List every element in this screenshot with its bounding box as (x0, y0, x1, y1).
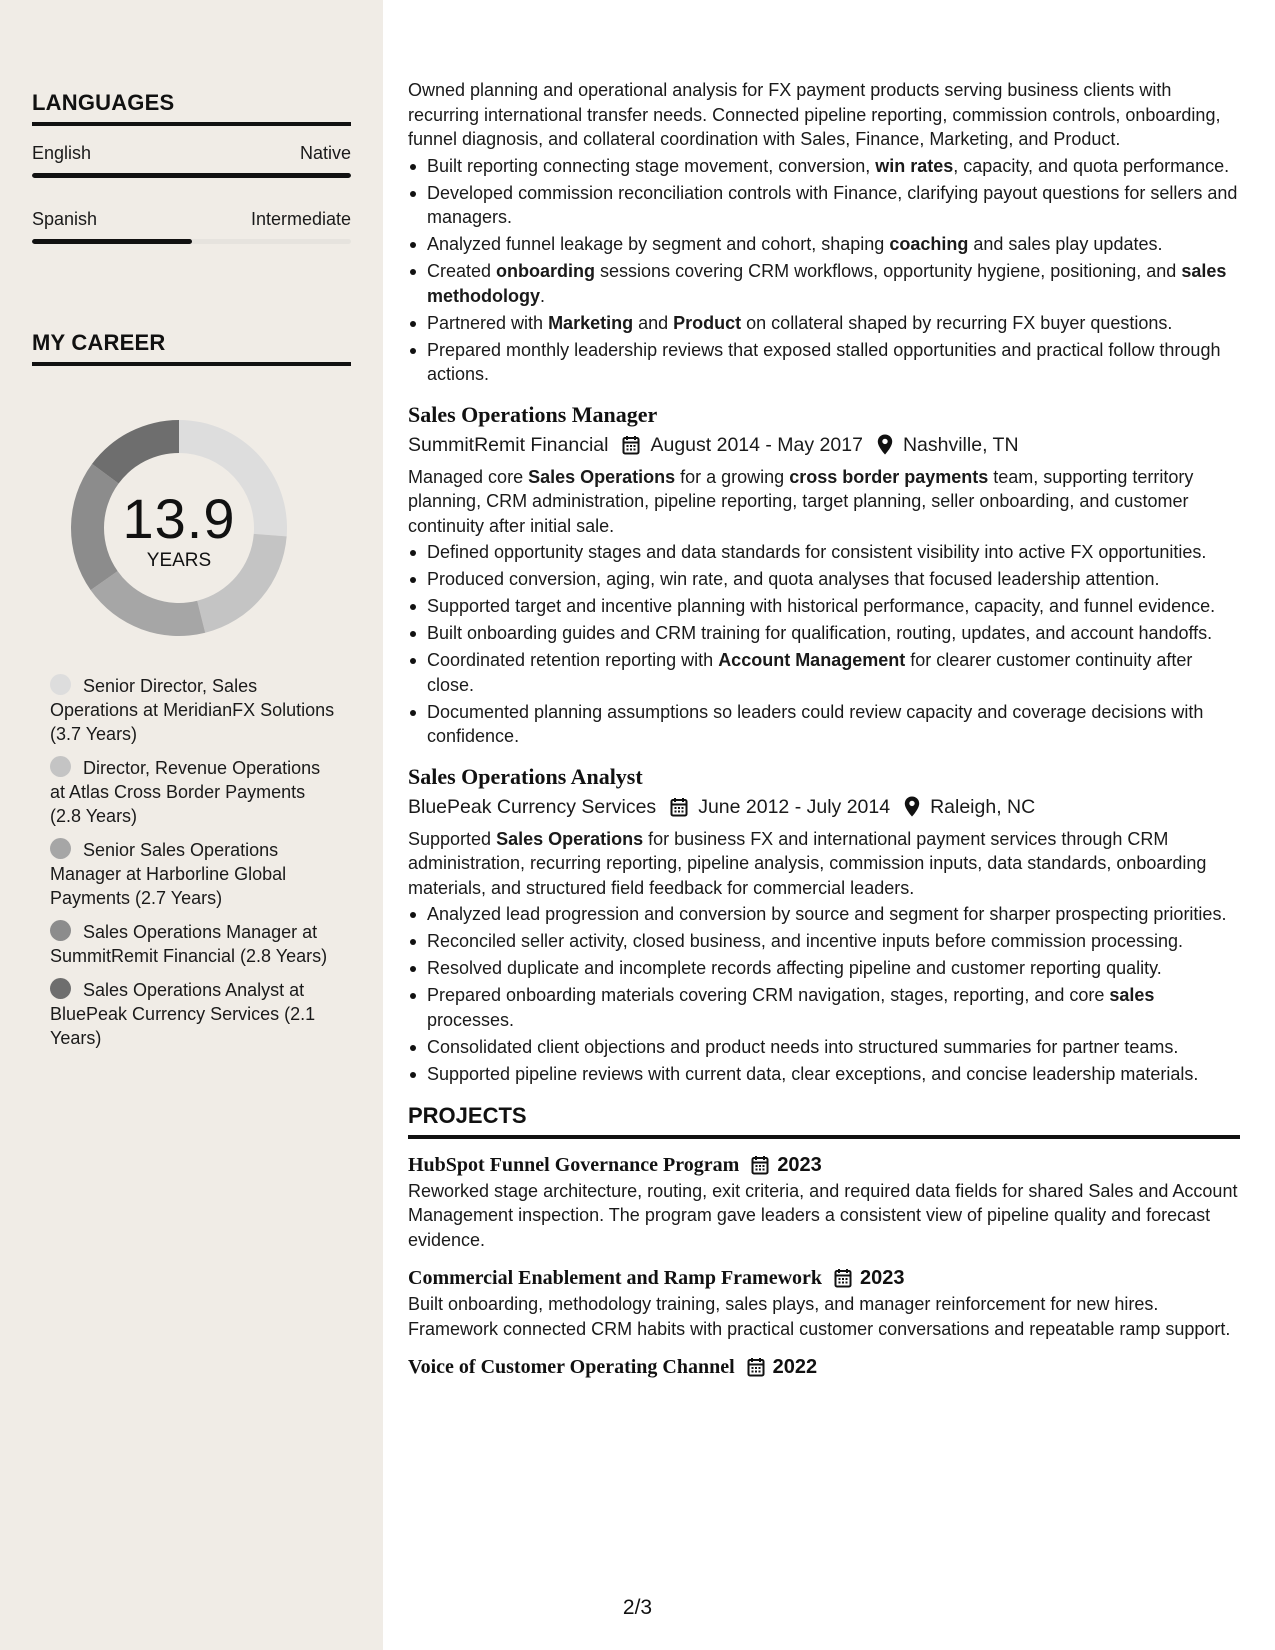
legend-text: Director, Revenue Operations at Atlas Cross Border Payments (2.8 Years) (50, 758, 321, 826)
project-title-row (408, 1151, 1240, 1179)
language-level: Native (299, 143, 351, 163)
projects-heading: PROJECTS (408, 1104, 1240, 1139)
language-proficiency-fill (32, 239, 192, 244)
job-summary: Owned planning and operational analysis for FX payment products serving business clients with recurring international transfer needs. Connected pipeline reporting, commission controls, onboarding, funnel diagnosis, and collateral coordination with Sales, Finance, Marketing, and Product. (408, 80, 1221, 149)
job-location: Nashville, TN (902, 433, 1019, 456)
calendar-icon (834, 1268, 852, 1288)
language-name: English (32, 143, 92, 163)
bullet-item: Produced conversion, aging, win rate, and quota analyses that focused leadership attention. (408, 567, 1240, 592)
project-entry (408, 1151, 1240, 1253)
job-company: SummitRemit Financial (408, 433, 609, 456)
language-item-english (32, 143, 351, 178)
career-donut-chart (65, 414, 293, 642)
job-dates: June 2012 - July 2014 (698, 795, 891, 818)
job-bullets (408, 540, 1240, 749)
career-legend-item (50, 978, 340, 1050)
project-title-row (408, 1264, 1240, 1292)
map-pin-icon (904, 796, 920, 817)
career-legend (50, 674, 340, 1060)
page-number: 2/3 (622, 1596, 653, 1619)
calendar-icon (622, 435, 640, 455)
project-title: Commercial Enablement and Ramp Framework (408, 1267, 823, 1289)
bullet-item: Reconciled seller activity, closed business, and incentive inputs before commission processing. (408, 929, 1240, 954)
job-meta (408, 431, 1240, 459)
bullet-item: Supported target and incentive planning with historical performance, capacity, and funnel evidence. (408, 594, 1240, 619)
project-title: HubSpot Funnel Governance Program (408, 1153, 740, 1176)
project-description: Reworked stage architecture, routing, exit criteria, and required data fields for shared Sales and Account Management inspection. The program gave leaders a consistent view of pipeline quality and forecast evidence. (408, 1180, 1238, 1250)
calendar-icon (670, 797, 688, 817)
career-legend-item (50, 838, 340, 910)
project-description: Built onboarding, methodology training, sales plays, and manager reinforcement for new hires. Framework connected CRM habits with practical customer conversations and repeatable ramp support. (408, 1294, 1231, 1339)
project-entry (408, 1353, 1240, 1381)
previous-job-continued (408, 78, 1240, 387)
calendar-icon (747, 1357, 765, 1377)
language-proficiency-bar (32, 173, 351, 178)
legend-dot (50, 978, 71, 999)
map-pin-icon (877, 434, 893, 455)
legend-text: Sales Operations Manager at SummitRemit Financial (2.8 Years) (50, 922, 328, 966)
bullet-item: Defined opportunity stages and data standards for consistent visibility into active FX opportunities. (408, 540, 1240, 565)
main-content (408, 78, 1240, 1381)
legend-text: Senior Sales Operations Manager at Harborline Global Payments (2.7 Years) (50, 840, 287, 908)
project-entry (408, 1264, 1240, 1341)
career-legend-item (50, 674, 340, 746)
calendar-icon (751, 1155, 769, 1175)
career-section (32, 330, 351, 366)
languages-heading: LANGUAGES (32, 90, 351, 126)
job-bullets (408, 154, 1240, 387)
job-dates: August 2014 - May 2017 (650, 433, 863, 456)
sidebar (0, 0, 383, 1650)
project-year: 2023 (860, 1267, 905, 1289)
language-level: Intermediate (250, 209, 351, 229)
legend-dot (50, 920, 71, 941)
bullet-item: Coordinated retention reporting with Account Management for clearer customer continuity after close. (408, 648, 1240, 697)
legend-dot (50, 674, 71, 695)
bullet-item: Prepared onboarding materials covering CRM navigation, stages, reporting, and core sales processes. (408, 983, 1240, 1032)
project-title-row (408, 1353, 1240, 1381)
job-summary: Supported Sales Operations for business FX and international payment services through CRM administration, recurring reporting, pipeline analysis, commission inputs, data standards, onboarding materials, and structured field feedback for commercial leaders. (408, 828, 1207, 898)
language-item-spanish (32, 209, 351, 244)
legend-text: Senior Director, Sales Operations at MeridianFX Solutions (3.7 Years) (50, 676, 335, 744)
job-title: Sales Operations Manager (408, 401, 658, 427)
bullet-item: Analyzed lead progression and conversion by source and segment for sharper prospecting priorities. (408, 902, 1240, 927)
project-year: 2022 (772, 1356, 818, 1378)
languages-section (32, 90, 351, 244)
bullet-item: Resolved duplicate and incomplete records affecting pipeline and customer reporting quality. (408, 956, 1240, 981)
job-summary: Managed core Sales Operations for a growing cross border payments team, supporting territory planning, CRM administration, pipeline reporting, target planning, seller onboarding, and customer continuity after initial sale. (408, 466, 1194, 536)
total-years-value: 13.9 (122, 487, 236, 550)
language-name: Spanish (32, 209, 98, 229)
bullet-item: Built onboarding guides and CRM training for qualification, routing, updates, and account handoffs. (408, 621, 1240, 646)
bullet-item: Partnered with Marketing and Product on collateral shaped by recurring FX buyer questions. (408, 311, 1240, 336)
bullet-item: Created onboarding sessions covering CRM workflows, opportunity hygiene, positioning, and sales methodology. (408, 259, 1240, 308)
project-year: 2023 (777, 1153, 822, 1176)
job-entry (408, 401, 1240, 749)
job-meta (408, 793, 1240, 821)
career-heading: MY CAREER (32, 330, 351, 366)
job-entry (408, 763, 1240, 1087)
bullet-item: Analyzed funnel leakage by segment and cohort, shaping coaching and sales play updates. (408, 232, 1240, 257)
project-title: Voice of Customer Operating Channel (408, 1356, 735, 1378)
legend-dot (50, 756, 71, 777)
job-bullets (408, 902, 1240, 1086)
job-location: Raleigh, NC (930, 795, 1036, 818)
bullet-item: Developed commission reconciliation controls with Finance, clarifying payout questions for sellers and managers. (408, 181, 1240, 230)
bullet-item: Built reporting connecting stage movement, conversion, win rates, capacity, and quota performance. (408, 154, 1240, 179)
bullet-item: Consolidated client objections and product needs into structured summaries for partner teams. (408, 1035, 1240, 1060)
legend-text: Sales Operations Analyst at BluePeak Currency Services (2.1 Years) (50, 980, 316, 1048)
career-legend-item (50, 756, 340, 828)
job-company: BluePeak Currency Services (408, 795, 657, 818)
legend-dot (50, 838, 71, 859)
career-legend-item (50, 920, 340, 968)
language-proficiency-bar (32, 239, 351, 244)
language-proficiency-fill (32, 173, 351, 178)
job-title: Sales Operations Analyst (408, 763, 643, 789)
bullet-item: Supported pipeline reviews with current data, clear exceptions, and concise leadership materials. (408, 1062, 1240, 1087)
bullet-item: Prepared monthly leadership reviews that exposed stalled opportunities and practical follow through actions. (408, 338, 1240, 387)
total-years-label: YEARS (146, 550, 212, 571)
bullet-item: Documented planning assumptions so leaders could review capacity and coverage decisions with confidence. (408, 700, 1240, 749)
